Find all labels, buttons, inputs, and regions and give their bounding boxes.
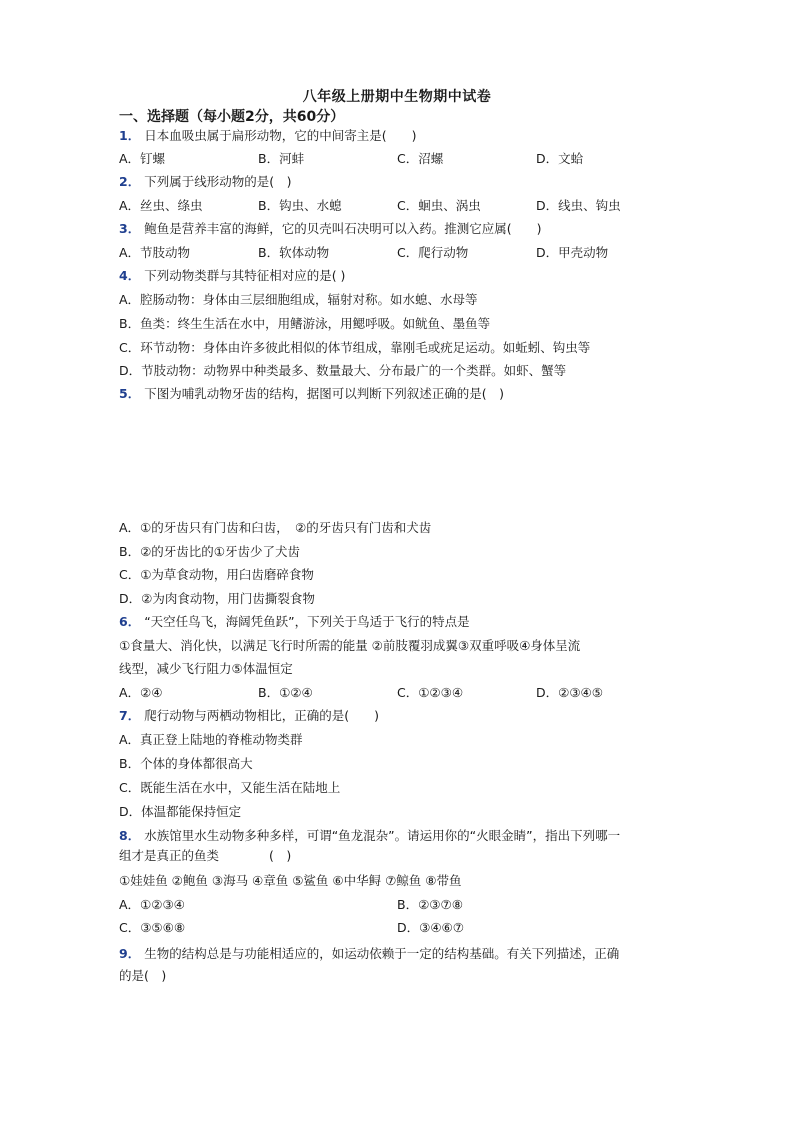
question-2 — [119, 174, 291, 190]
option-b: B．②③⑦⑧ — [397, 897, 463, 912]
question-6 — [119, 614, 470, 630]
option-b: B．①②④ — [258, 685, 313, 700]
option-b: B．鱼类：终生生活在水中，用鳍游泳，用鳃呼吸。如鱿鱼、墨鱼等 — [119, 316, 491, 331]
question-number: 7． — [119, 708, 141, 723]
question-stem: 日本血吸虫属于扁形动物，它的中间寄主是( ) — [144, 128, 417, 143]
question-stem-continued: 组才是真正的鱼类 ( ) — [119, 848, 292, 863]
question-number: 1． — [119, 128, 141, 143]
section-heading: 一、选择题（每小题2分，共60分） — [119, 109, 345, 125]
option-a: A．丝虫、绦虫 — [119, 198, 203, 213]
question-1 — [119, 128, 416, 144]
question-4 — [119, 268, 345, 284]
option-b: B．软体动物 — [258, 245, 330, 260]
question-number: 6． — [119, 614, 141, 629]
option-a: A．钉螺 — [119, 151, 166, 166]
option-c: C．爬行动物 — [397, 245, 469, 260]
option-c: C．③⑤⑥⑧ — [119, 920, 186, 935]
page-title: 八年级上册期中生物期中试卷 — [302, 89, 492, 105]
question-number: 4． — [119, 268, 141, 283]
option-d: D．节肢动物：动物界中种类最多、数量最大、分布最广的一个类群。如虾、蟹等 — [119, 363, 567, 378]
question-8 — [119, 828, 620, 844]
option-c: C．沼螺 — [397, 151, 444, 166]
option-a: A．①的牙齿只有门齿和臼齿， ②的牙齿只有门齿和犬齿 — [119, 520, 432, 535]
question-number: 9． — [119, 946, 141, 961]
option-d: D．文蛤 — [536, 151, 584, 166]
question-stem: “天空任鸟飞，海阔凭鱼跃”，下列关于鸟适于飞行的特点是 — [144, 614, 470, 629]
question-stem: 水族馆里水生动物多种多样，可谓“鱼龙混杂”。请运用你的“火眼金睛”，指出下列哪一 — [144, 828, 621, 843]
question-9 — [119, 946, 619, 962]
option-b: B．钩虫、水螅 — [258, 198, 342, 213]
question-number: 5． — [119, 386, 141, 401]
option-c: C．①②③④ — [397, 685, 464, 700]
question-7 — [119, 708, 379, 724]
question-stem-continued: 线型，减少飞行阻力⑤体温恒定 — [119, 661, 293, 676]
option-a: A．腔肠动物：身体由三层细胞组成，辐射对称。如水螅、水母等 — [119, 292, 478, 307]
question-stem: 下列动物类群与其特征相对应的是( ) — [144, 268, 346, 283]
question-stem-continued: ①娃娃鱼 ②鲍鱼 ③海马 ④章鱼 ⑤鲨鱼 ⑥中华鲟 ⑦鲸鱼 ⑧带鱼 — [119, 873, 462, 888]
question-number: 2． — [119, 174, 141, 189]
question-number: 3． — [119, 221, 141, 236]
question-stem: 鲍鱼是营养丰富的海鲜，它的贝壳叫石决明可以入药。推测它应属( ) — [144, 221, 542, 236]
question-stem: 下列属于线形动物的是( ) — [144, 174, 292, 189]
question-5 — [119, 386, 504, 402]
option-c: C．既能生活在水中，又能生活在陆地上 — [119, 780, 341, 795]
option-b: B．个体的身体都很高大 — [119, 756, 253, 771]
option-a: A．节肢动物 — [119, 245, 191, 260]
question-stem: 生物的结构总是与功能相适应的，如运动依赖于一定的结构基础。有关下列描述，正确 — [144, 946, 620, 961]
option-b: B．河蚌 — [258, 151, 305, 166]
question-number: 8． — [119, 828, 141, 843]
option-d: D．③④⑥⑦ — [397, 920, 464, 935]
option-d: D．体温都能保持恒定 — [119, 804, 242, 819]
question-stem-continued: 的是( ) — [119, 968, 167, 983]
option-a: A．①②③④ — [119, 897, 185, 912]
question-stem: 爬行动物与两栖动物相比，正确的是( ) — [144, 708, 379, 723]
option-a: A．真正登上陆地的脊椎动物类群 — [119, 732, 303, 747]
question-stem: 下图为哺乳动物牙齿的结构，据图可以判断下列叙述正确的是( ) — [144, 386, 504, 401]
option-d: D．②为肉食动物，用门齿撕裂食物 — [119, 591, 315, 606]
option-c: C．①为草食动物，用臼齿磨碎食物 — [119, 567, 314, 582]
option-d: D．甲壳动物 — [536, 245, 609, 260]
option-d: D．线虫、钩虫 — [536, 198, 621, 213]
option-b: B．②的牙齿比的①牙齿少了犬齿 — [119, 544, 300, 559]
question-stem-continued: ①食量大、消化快，以满足飞行时所需的能量 ②前肢覆羽成翼③双重呼吸④身体呈流 — [119, 638, 581, 653]
option-c: C．环节动物：身体由许多彼此相似的体节组成，靠刚毛或疣足运动。如蚯蚓、钩虫等 — [119, 340, 591, 355]
option-d: D．②③④⑤ — [536, 685, 603, 700]
option-a: A．②④ — [119, 685, 163, 700]
question-3 — [119, 221, 541, 237]
option-c: C．蛔虫、涡虫 — [397, 198, 481, 213]
